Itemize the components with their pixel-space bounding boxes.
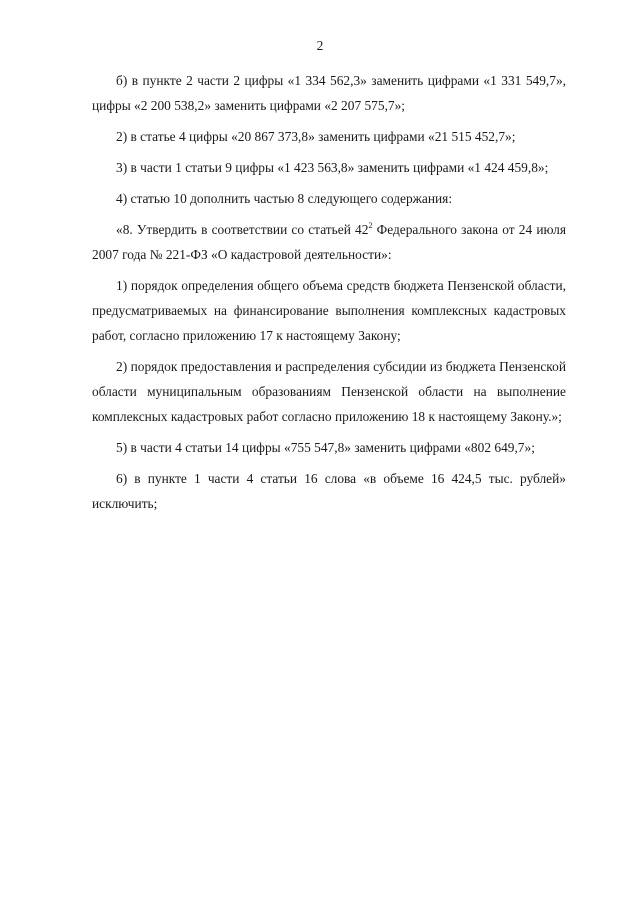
paragraph-item-b: б) в пункте 2 части 2 цифры «1 334 562,3» заменить цифрами «1 331 549,7», цифры «2 200 538,2» заменить цифрами «2 207 575,7»; <box>92 73 566 113</box>
paragraph-subitem-1: 1) порядок определения общего объема средств бюджета Пензенской области, предусматриваемых на финансирование выполнения комплексных кадастровых работ, согласно приложению 17 к настоящему Закону; <box>92 278 566 343</box>
paragraph-item-5: 5) в части 4 статьи 14 цифры «755 547,8» заменить цифрами «802 649,7»; <box>116 440 535 455</box>
page-number: 2 <box>316 38 324 53</box>
paragraph-text-end: Федерального закона от 24 июля 2007 года № 221-ФЗ «О кадастровой деятельности»: <box>92 222 566 262</box>
paragraph-item-4: 4) статью 10 дополнить частью 8 следующего содержания: <box>116 191 453 206</box>
paragraph-item-3: 3) в части 1 статьи 9 цифры «1 423 563,8» заменить цифрами «1 424 459,8»; <box>116 160 549 175</box>
paragraph-item-6: 6) в пункте 1 части 4 статьи 16 слова «в объеме 16 424,5 тыс. рублей» исключить; <box>92 471 566 511</box>
paragraph-item-2: 2) в статье 4 цифры «20 867 373,8» заменить цифрами «21 515 452,7»; <box>116 129 516 144</box>
article-superscript: 2 <box>368 221 373 230</box>
paragraph-subitem-2: 2) порядок предоставления и распределения субсидии из бюджета Пензенской области муниципальным образованиям Пензенской области на выполнение комплексных кадастровых работ согласно приложению 18 к настоящему Закону.»; <box>92 359 566 424</box>
paragraph-text-start: «8. Утвердить в соответствии со статьей 42 <box>116 222 369 237</box>
paragraph-item-8-amendment <box>92 217 566 267</box>
document-body <box>92 68 566 522</box>
